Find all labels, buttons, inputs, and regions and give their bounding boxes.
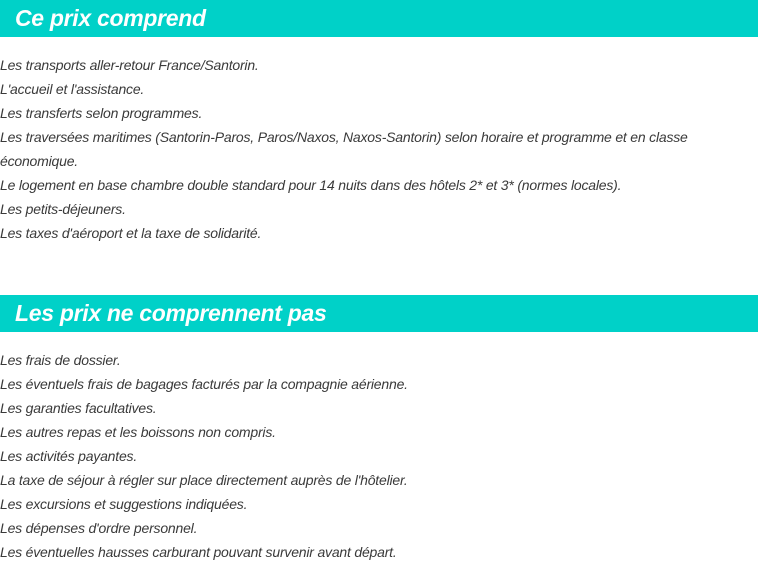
included-list: [0, 53, 758, 245]
list-item: Les éventuelles hausses carburant pouvant survenir avant départ.: [0, 544, 397, 560]
list-item: Les éventuels frais de bagages facturés par la compagnie aérienne.: [0, 376, 408, 392]
list-item: Les transports aller-retour France/Santorin.: [0, 57, 259, 73]
included-section: [0, 0, 758, 245]
list-item: Le logement en base chambre double standard pour 14 nuits dans des hôtels 2* et 3* (normes locales).: [0, 177, 622, 193]
list-item: Les dépenses d'ordre personnel.: [0, 520, 198, 536]
list-item: Les autres repas et les boissons non compris.: [0, 424, 276, 440]
excluded-section: [0, 295, 758, 564]
list-item: Les activités payantes.: [0, 448, 138, 464]
list-item: Les traversées maritimes (Santorin-Paros, Paros/Naxos, Naxos-Santorin) selon horaire et programme et en classe économique.: [0, 129, 688, 169]
excluded-heading: Les prix ne comprennent pas: [0, 295, 758, 332]
excluded-list: [0, 348, 758, 564]
list-item: Les petits-déjeuners.: [0, 201, 126, 217]
list-item: L'accueil et l'assistance.: [0, 81, 145, 97]
list-item: Les frais de dossier.: [0, 352, 121, 368]
list-item: Les taxes d'aéroport et la taxe de solidarité.: [0, 225, 262, 241]
list-item: Les transferts selon programmes.: [0, 105, 203, 121]
list-item: Les garanties facultatives.: [0, 400, 157, 416]
included-heading: Ce prix comprend: [0, 0, 758, 37]
list-item: La taxe de séjour à régler sur place directement auprès de l'hôtelier.: [0, 472, 408, 488]
list-item: Les excursions et suggestions indiquées.: [0, 496, 248, 512]
